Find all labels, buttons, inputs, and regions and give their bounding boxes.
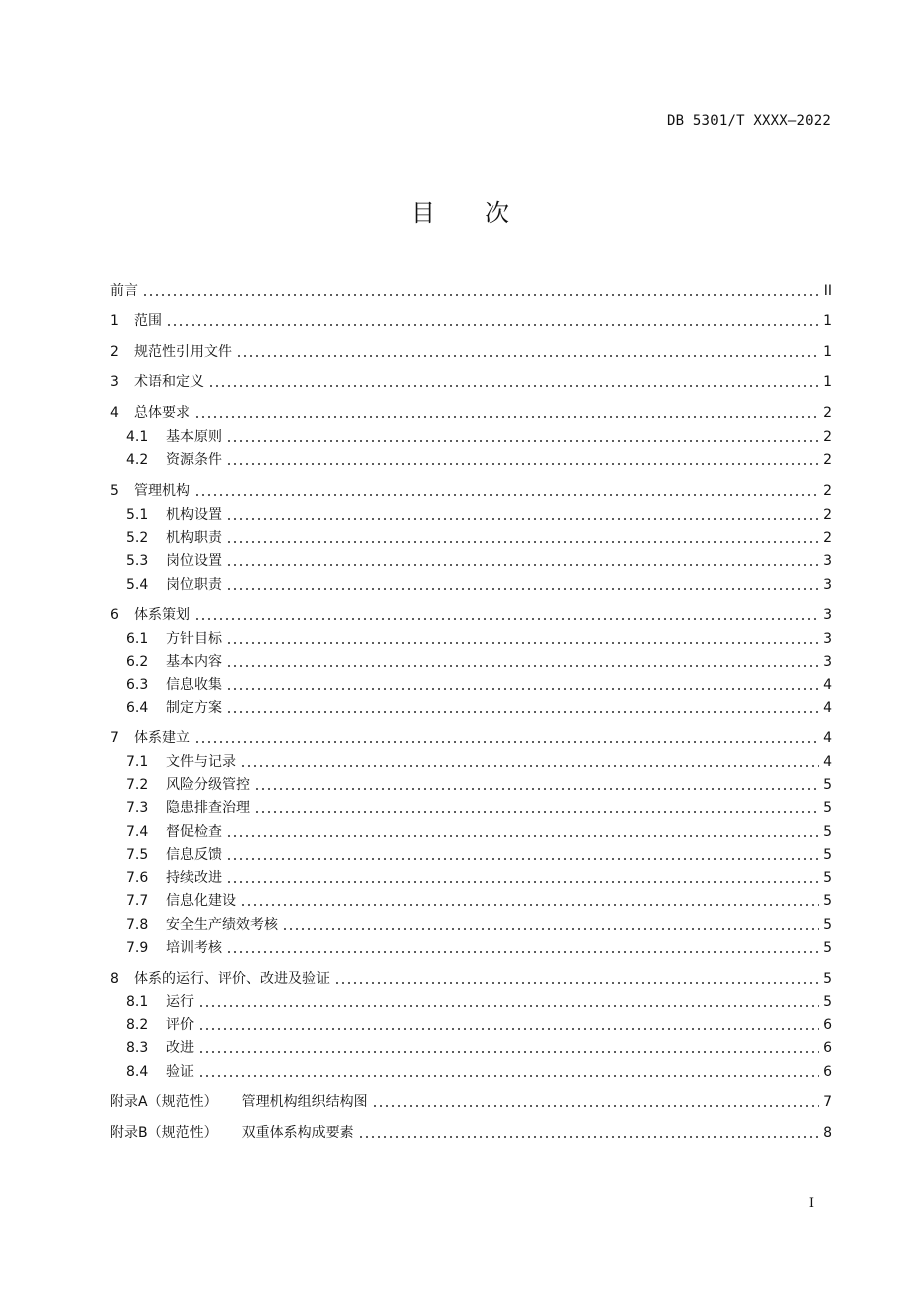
toc-dot-leader xyxy=(208,371,819,393)
toc-entry[interactable] xyxy=(110,604,832,626)
toc-entry-number: 3 xyxy=(110,374,119,390)
toc-entry-page: 2 xyxy=(823,429,832,445)
toc-entry-label: 运行 xyxy=(166,994,194,1010)
toc-entry[interactable] xyxy=(110,890,832,912)
toc-entry[interactable] xyxy=(110,402,832,424)
toc-dot-leader xyxy=(198,991,819,1013)
toc-entry-number: 8.3 xyxy=(126,1040,149,1056)
toc-entry-number: 5.2 xyxy=(126,530,149,546)
toc-dot-leader xyxy=(226,628,819,650)
toc-dot-leader xyxy=(254,774,819,796)
toc-dot-leader xyxy=(142,280,820,302)
toc-entry[interactable] xyxy=(110,628,832,650)
toc-entry-number: 7 xyxy=(110,730,119,746)
toc-entry-number: 附录B（规范性） xyxy=(110,1125,218,1141)
toc-dot-leader xyxy=(198,1061,819,1083)
toc-entry-page: 4 xyxy=(823,730,832,746)
toc-entry-label: 机构设置 xyxy=(166,507,222,523)
toc-entry-page: 7 xyxy=(823,1094,832,1110)
toc-entry-label: 范围 xyxy=(134,313,162,329)
toc-entry-number: 7.2 xyxy=(126,777,149,793)
toc-entry-page: 2 xyxy=(823,452,832,468)
toc-entry-page: 3 xyxy=(823,631,832,647)
toc-entry[interactable] xyxy=(110,1037,832,1059)
toc-entry-page: 2 xyxy=(823,530,832,546)
toc-title: 目次 xyxy=(411,199,559,227)
toc-entry-label: 术语和定义 xyxy=(134,374,204,390)
toc-entry-page: 4 xyxy=(823,754,832,770)
toc-entry-page: 6 xyxy=(823,1040,832,1056)
toc-entry[interactable] xyxy=(110,797,832,819)
toc-entry-number: 7.6 xyxy=(126,870,149,886)
toc-entry-label: 评价 xyxy=(166,1017,194,1033)
toc-entry[interactable] xyxy=(110,1122,832,1144)
toc-entry-page: 5 xyxy=(823,847,832,863)
toc-dot-leader xyxy=(226,651,819,673)
toc-entry[interactable] xyxy=(110,504,832,526)
toc-entry-page: 6 xyxy=(823,1017,832,1033)
toc-dot-leader xyxy=(198,1037,819,1059)
toc-entry-label: 风险分级管控 xyxy=(166,777,250,793)
toc-dot-leader xyxy=(226,527,819,549)
toc-entry-label: 体系建立 xyxy=(134,730,190,746)
toc-dot-leader xyxy=(226,821,819,843)
toc-entry[interactable] xyxy=(110,371,832,393)
toc-entry-number: 7.5 xyxy=(126,847,149,863)
toc-dot-leader xyxy=(240,751,819,773)
toc-dot-leader xyxy=(194,480,819,502)
toc-entry-number: 8.1 xyxy=(126,994,149,1010)
toc-dot-leader xyxy=(194,402,819,424)
toc-entry-number: 4 xyxy=(110,405,119,421)
toc-entry-label: 管理机构 xyxy=(134,483,190,499)
toc-entry[interactable] xyxy=(110,480,832,502)
toc-entry-label: 制定方案 xyxy=(166,700,222,716)
toc-entry-label: 基本内容 xyxy=(166,654,222,670)
toc-dot-leader xyxy=(226,697,819,719)
toc-entry-page: 1 xyxy=(823,344,832,360)
toc-entry-number: 7.7 xyxy=(126,893,149,909)
toc-entry-label: 安全生产绩效考核 xyxy=(166,917,278,933)
toc-entry[interactable] xyxy=(110,914,832,936)
toc-entry[interactable] xyxy=(110,727,832,749)
toc-dot-leader xyxy=(240,890,819,912)
toc-dot-leader xyxy=(226,550,819,572)
toc-entry-page: 5 xyxy=(823,994,832,1010)
toc-entry-number: 4.1 xyxy=(126,429,149,445)
toc-dot-leader xyxy=(226,844,819,866)
toc-entry-label: 前言 xyxy=(110,283,138,299)
toc-entry-label: 信息化建设 xyxy=(166,893,236,909)
toc-entry[interactable] xyxy=(110,1061,832,1083)
toc-dot-leader xyxy=(226,867,819,889)
page-number: I xyxy=(808,1196,814,1211)
toc-entry[interactable] xyxy=(110,1014,832,1036)
doc-code: DB 5301/T XXXX—2022 xyxy=(667,113,831,129)
toc-entry-number: 7.4 xyxy=(126,824,149,840)
toc-entry-page: 3 xyxy=(823,607,832,623)
toc-entry[interactable] xyxy=(110,751,832,773)
toc-entry-label: 文件与记录 xyxy=(166,754,236,770)
toc-entry-page: 2 xyxy=(823,405,832,421)
toc-entry-number: 6.1 xyxy=(126,631,149,647)
toc-entry[interactable] xyxy=(110,341,832,363)
toc-entry-label: 持续改进 xyxy=(166,870,222,886)
toc-entry-label: 督促检查 xyxy=(166,824,222,840)
toc-dot-leader xyxy=(334,968,819,990)
toc-dot-leader xyxy=(358,1122,819,1144)
toc-entry-number: 6.4 xyxy=(126,700,149,716)
toc-entry[interactable] xyxy=(110,774,832,796)
toc-entry-number: 2 xyxy=(110,344,119,360)
toc-entry-label: 规范性引用文件 xyxy=(134,344,232,360)
toc-dot-leader xyxy=(226,937,819,959)
toc-entry-number: 8 xyxy=(110,971,119,987)
toc-entry-page: 5 xyxy=(823,824,832,840)
toc-entry[interactable] xyxy=(110,867,832,889)
toc-entry-number: 8.4 xyxy=(126,1064,149,1080)
toc-entry-number: 1 xyxy=(110,313,119,329)
toc-entry-label: 总体要求 xyxy=(134,405,190,421)
toc-entry[interactable] xyxy=(110,991,832,1013)
toc-entry-page: 5 xyxy=(823,940,832,956)
toc-entry-number: 5.3 xyxy=(126,553,149,569)
toc-entry-label: 体系的运行、评价、改进及验证 xyxy=(134,971,330,987)
toc-entry-number: 7.9 xyxy=(126,940,149,956)
toc-entry-number: 4.2 xyxy=(126,452,149,468)
toc-entry-label: 基本原则 xyxy=(166,429,222,445)
toc-entry-page: 3 xyxy=(823,553,832,569)
toc-entry-page: II xyxy=(823,283,832,299)
toc-entry[interactable] xyxy=(110,280,832,302)
toc-entry-page: 4 xyxy=(823,700,832,716)
toc-entry-number: 6 xyxy=(110,607,119,623)
toc-entry-label: 信息收集 xyxy=(166,677,222,693)
toc-entry[interactable] xyxy=(110,844,832,866)
toc-dot-leader xyxy=(226,449,819,471)
toc-entry-number: 8.2 xyxy=(126,1017,149,1033)
toc-entry-label: 体系策划 xyxy=(134,607,190,623)
toc-entry-number: 附录A（规范性） xyxy=(110,1094,218,1110)
toc-entry[interactable] xyxy=(110,674,832,696)
toc-entry-number: 6.2 xyxy=(126,654,149,670)
toc-entry[interactable] xyxy=(110,574,832,596)
toc-dot-leader xyxy=(254,797,819,819)
toc-entry-page: 3 xyxy=(823,654,832,670)
toc-entry-page: 4 xyxy=(823,677,832,693)
toc-entry-number: 7.1 xyxy=(126,754,149,770)
toc-entry-page: 5 xyxy=(823,893,832,909)
toc-entry-label: 培训考核 xyxy=(166,940,222,956)
toc-dot-leader xyxy=(194,727,819,749)
toc-entry-page: 1 xyxy=(823,313,832,329)
toc-entry-label: 隐患排查治理 xyxy=(166,800,250,816)
toc-entry-number: 5 xyxy=(110,483,119,499)
toc-dot-leader xyxy=(194,604,819,626)
toc-entry-number: 5.4 xyxy=(126,577,149,593)
toc-entry[interactable] xyxy=(110,449,832,471)
toc-entry-label: 验证 xyxy=(166,1064,194,1080)
toc-entry-label: 信息反馈 xyxy=(166,847,222,863)
toc-entry-label: 管理机构组织结构图 xyxy=(241,1094,368,1110)
toc-entry[interactable] xyxy=(110,697,832,719)
toc-entry-number: 6.3 xyxy=(126,677,149,693)
toc-entry-page: 5 xyxy=(823,870,832,886)
toc-dot-leader xyxy=(166,310,819,332)
toc-entry[interactable] xyxy=(110,1091,832,1113)
toc-entry-page: 5 xyxy=(823,971,832,987)
toc-entry[interactable] xyxy=(110,968,832,990)
toc-dot-leader xyxy=(282,914,819,936)
toc-entry[interactable] xyxy=(110,550,832,572)
toc-entry[interactable] xyxy=(110,651,832,673)
toc-dot-leader xyxy=(226,426,819,448)
toc-entry[interactable] xyxy=(110,821,832,843)
toc-dot-leader xyxy=(226,674,819,696)
toc-entry[interactable] xyxy=(110,937,832,959)
toc-entry[interactable] xyxy=(110,426,832,448)
toc-entry-label: 岗位职责 xyxy=(166,577,222,593)
toc-entry-number: 7.8 xyxy=(126,917,149,933)
toc-dot-leader xyxy=(236,341,819,363)
toc-entry-page: 3 xyxy=(823,577,832,593)
toc-entry-label: 改进 xyxy=(166,1040,194,1056)
toc-dot-leader xyxy=(226,574,819,596)
toc-entry-page: 5 xyxy=(823,917,832,933)
toc-entry[interactable] xyxy=(110,527,832,549)
toc-entry-page: 2 xyxy=(823,483,832,499)
toc-entry-number: 7.3 xyxy=(126,800,149,816)
toc-entry-label: 机构职责 xyxy=(166,530,222,546)
toc-entry-page: 6 xyxy=(823,1064,832,1080)
toc-dot-leader xyxy=(372,1091,820,1113)
toc-entry-page: 1 xyxy=(823,374,832,390)
toc-entry-label: 方针目标 xyxy=(166,631,222,647)
toc-entry-page: 5 xyxy=(823,777,832,793)
toc-entry-number: 5.1 xyxy=(126,507,149,523)
toc-dot-leader xyxy=(198,1014,819,1036)
toc-entry-page: 5 xyxy=(823,800,832,816)
toc-entry-page: 8 xyxy=(823,1125,832,1141)
toc-entry-label: 资源条件 xyxy=(166,452,222,468)
toc-entry-page: 2 xyxy=(823,507,832,523)
toc-entry-label: 双重体系构成要素 xyxy=(241,1125,354,1141)
toc-entry-label: 岗位设置 xyxy=(166,553,222,569)
toc-entry[interactable] xyxy=(110,310,832,332)
toc-dot-leader xyxy=(226,504,819,526)
